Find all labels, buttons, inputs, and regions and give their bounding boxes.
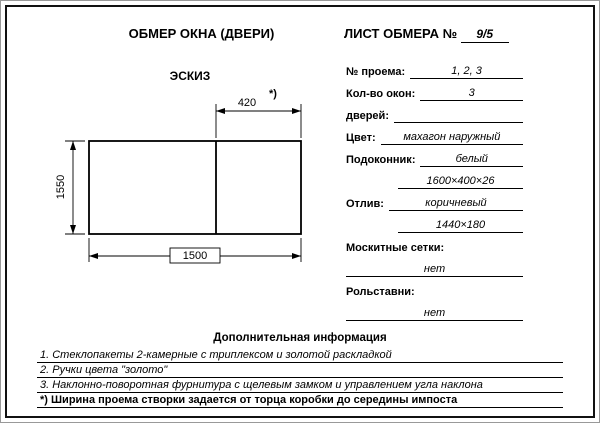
field-shutters-label: Рольставни: (346, 286, 415, 298)
footnote-marker: *) (269, 88, 277, 100)
form-title: ОБМЕР ОКНА (ДВЕРИ) (128, 26, 275, 41)
field-color-value: махагон наружный (381, 131, 523, 145)
arrowhead (70, 141, 76, 150)
field-color (346, 131, 523, 145)
additional-info (37, 332, 563, 408)
window-sketch (51, 86, 321, 276)
info-item-1: 1. Стеклопакеты 2-камерные с триплексом и золотой раскладкой (37, 348, 563, 363)
arrowhead (216, 108, 225, 114)
field-windows-count (346, 87, 523, 101)
field-drip-size-value: 1440×180 (398, 219, 523, 233)
sheet-header (344, 26, 509, 43)
field-opening-number-value: 1, 2, 3 (410, 65, 523, 79)
info-item-2: 2. Ручки цвета "золото" (37, 363, 563, 378)
field-opening-number (346, 65, 523, 79)
field-mosquito (346, 241, 523, 255)
field-mosquito-value: нет (346, 263, 523, 277)
field-mosquito-label: Москитные сетки: (346, 242, 445, 254)
dim-top-value: 420 (237, 97, 257, 109)
field-mosquito-value-row (346, 263, 523, 277)
field-color-label: Цвет: (346, 132, 376, 144)
sketch-title: ЭСКИЗ (169, 69, 211, 83)
sheet-number: 9/5 (461, 27, 509, 43)
sheet-label: ЛИСТ ОБМЕРА № (344, 26, 458, 41)
field-sill-size-value: 1600×400×26 (398, 175, 523, 189)
field-drip-size (346, 219, 523, 233)
window-frame (89, 141, 301, 234)
field-sill-size (346, 175, 523, 189)
field-doors-count-label: дверей: (346, 110, 389, 122)
arrowhead (70, 225, 76, 234)
field-drip-label: Отлив: (346, 198, 384, 210)
field-sill-value: белый (420, 153, 523, 167)
dim-left-value: 1550 (55, 174, 67, 200)
field-drip (346, 197, 523, 211)
info-item-3: 3. Наклонно-поворотная фурнитура с щелевым замком и управлением угла наклона (37, 378, 563, 393)
field-sill-label: Подоконник: (346, 154, 416, 166)
field-windows-count-value: 3 (420, 87, 523, 101)
dim-bottom-value: 1500 (182, 250, 208, 262)
field-sill (346, 153, 523, 167)
field-drip-value: коричневый (389, 197, 523, 211)
arrowhead (89, 253, 98, 259)
additional-info-title: Дополнительная информация (213, 332, 387, 344)
arrowhead (292, 108, 301, 114)
arrowhead (292, 253, 301, 259)
footnote: *) Ширина проема створки задается от торца коробки до середины импоста (37, 393, 563, 408)
field-shutters (346, 285, 523, 299)
measurement-form (346, 65, 523, 329)
field-windows-count-label: Кол-во окон: (346, 88, 416, 100)
field-shutters-value-row (346, 307, 523, 321)
field-shutters-value: нет (346, 307, 523, 321)
field-doors-count (346, 109, 523, 123)
field-doors-count-value (394, 110, 523, 123)
field-opening-number-label: № проема: (346, 66, 406, 78)
